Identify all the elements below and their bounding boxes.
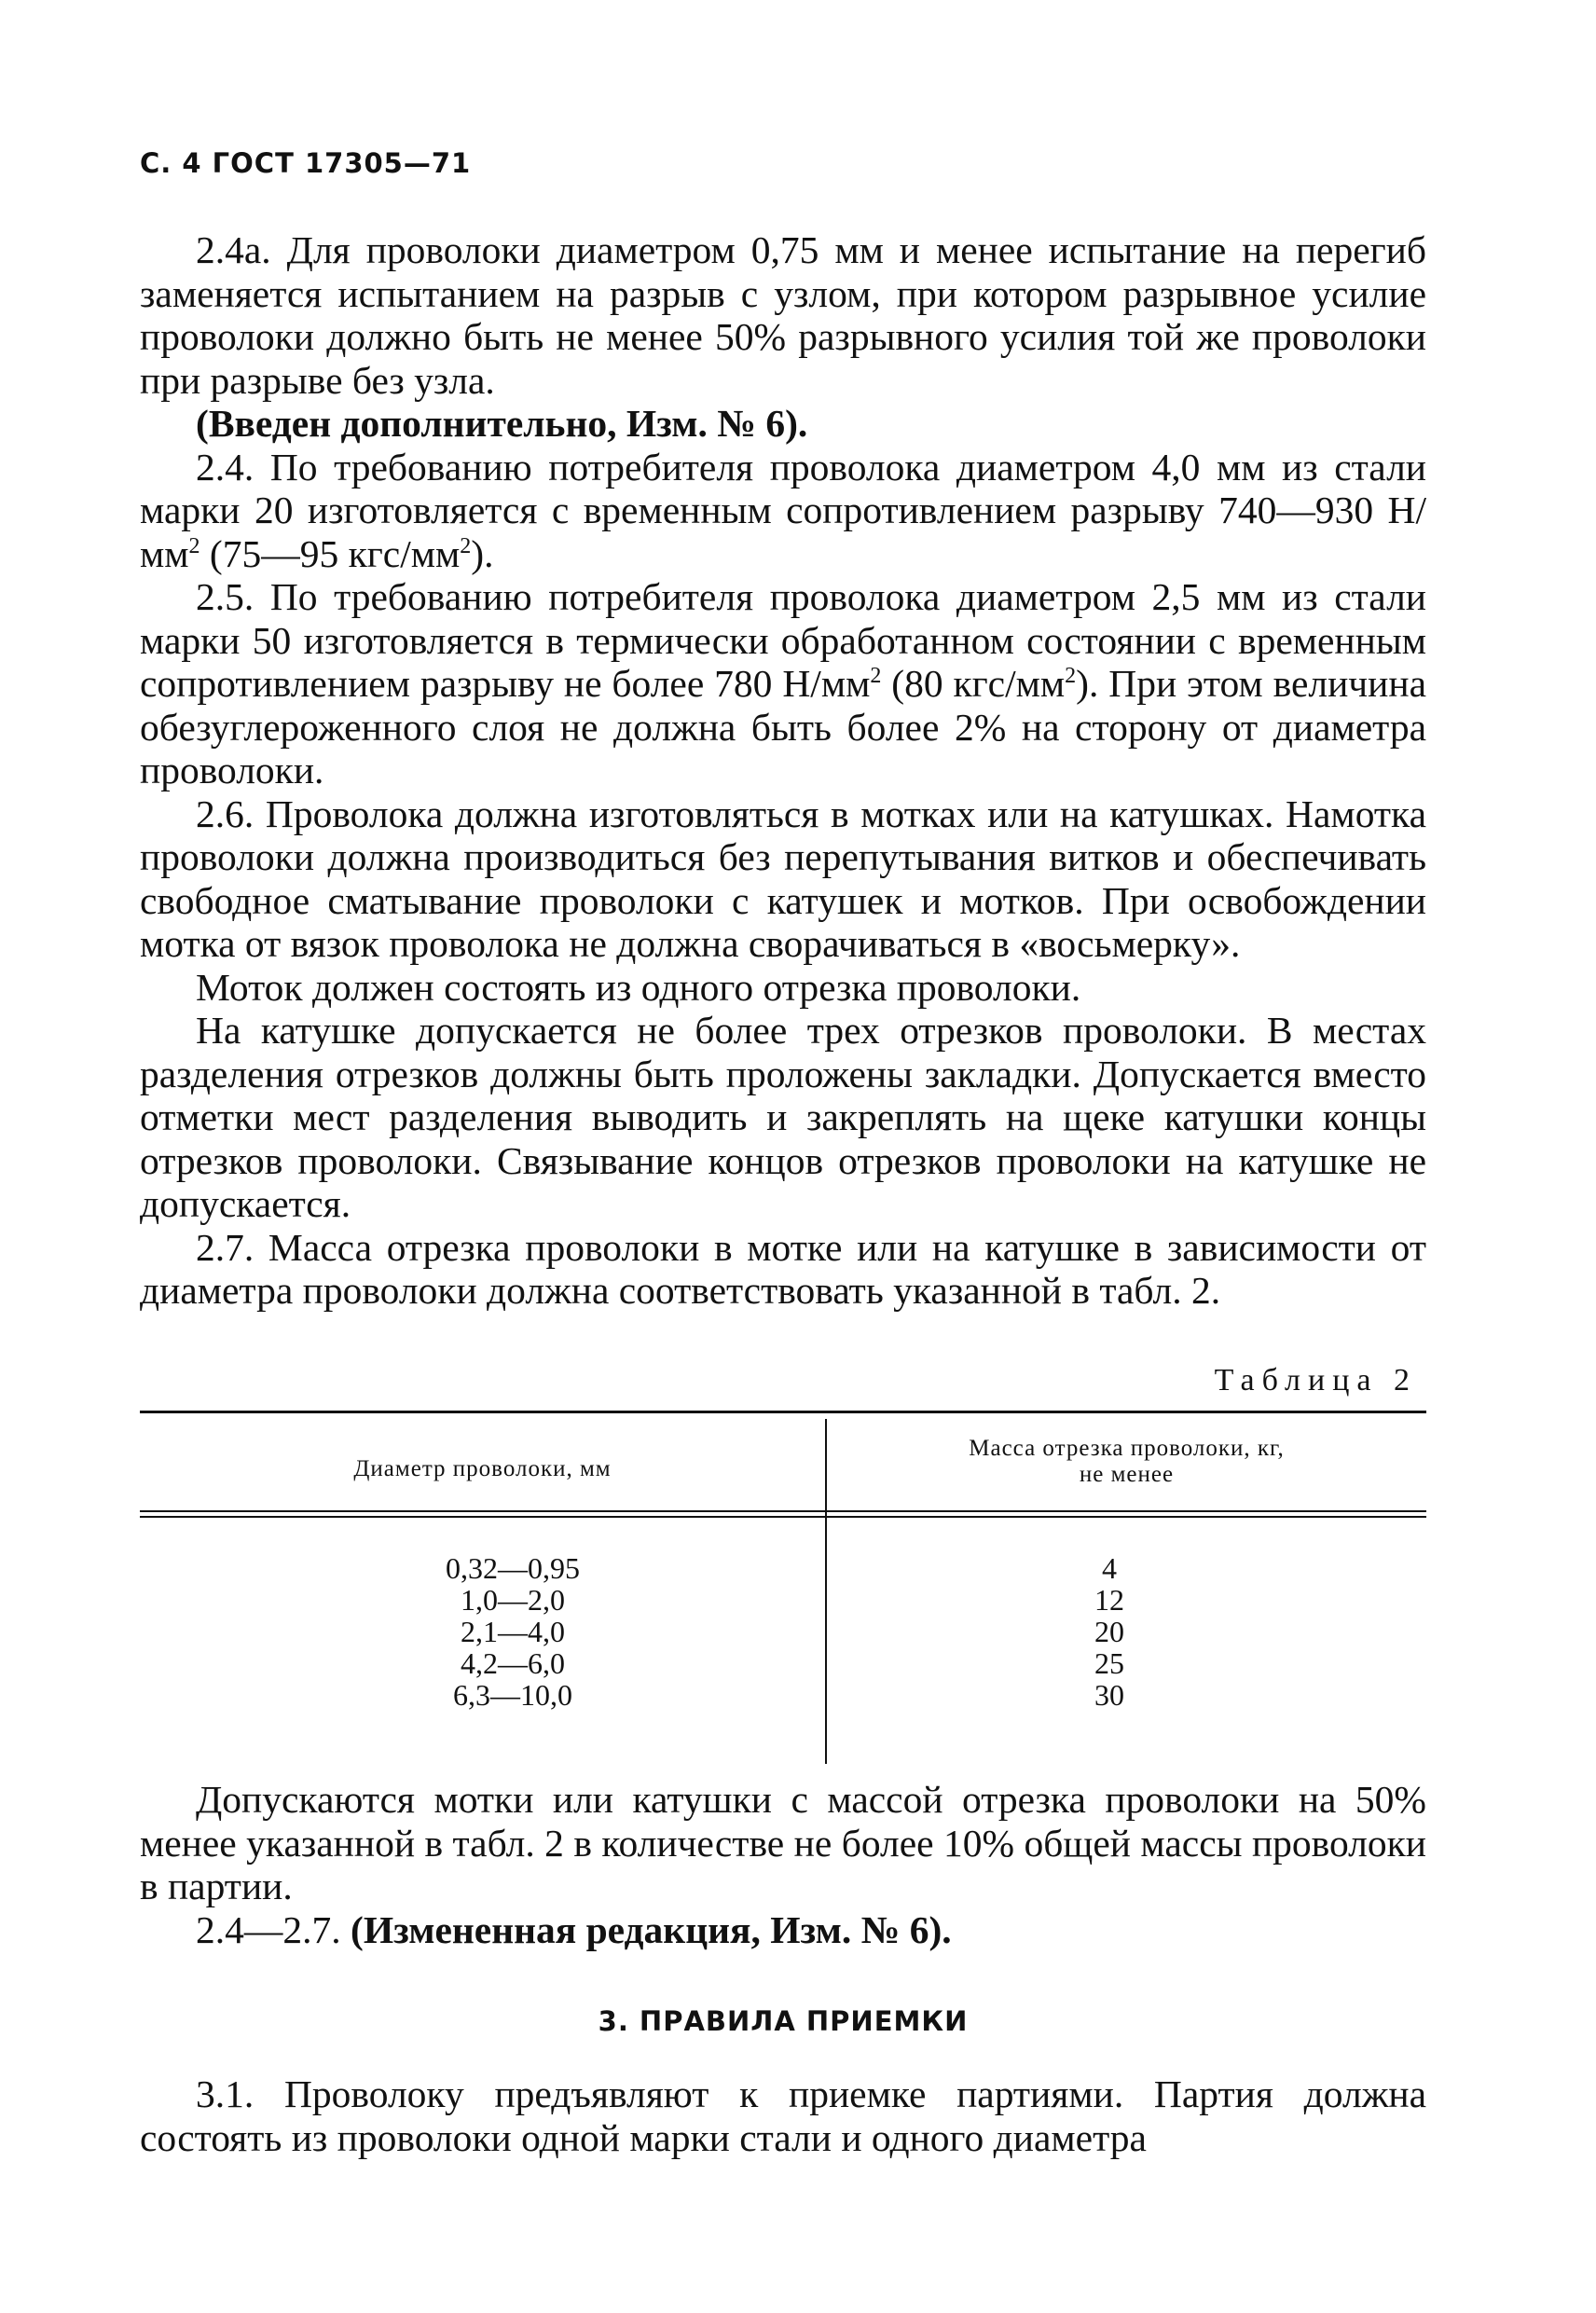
page-header: С. 4 ГОСТ 17305—71 xyxy=(140,147,472,179)
table-header-mass-line2: не менее xyxy=(1079,1462,1175,1487)
changed-edition-note: (Измененная редакция, Изм. № 6). xyxy=(351,1907,952,1951)
table-cell-diameter: 2,1—4,0 xyxy=(461,1615,565,1648)
paragraph-2-6: 2.6. Проволока должна изготовляться в мотках или на катушках. Намотка проволоки должна производиться без перепутывания витков и обеспечивать свободное сматывание проволоки с катушек и мотков. При освобождении мотка от вязок проволока не должна сворачиваться в «восьмерку». xyxy=(140,792,1426,965)
paragraph-changed-edition xyxy=(140,1908,1426,1952)
table-cell-diameter: 0,32—0,95 xyxy=(446,1551,580,1585)
paragraph-allowed-coils: Допускаются мотки или катушки с массой отрезка проволоки на 50% менее указанной в табл. 2 в количестве не более 10% общей массы проволоки в партии. xyxy=(140,1778,1426,1907)
table-header-mass xyxy=(827,1436,1426,1488)
changed-edition-number: 2.4—2.7. xyxy=(196,1907,351,1951)
superscript-2: 2 xyxy=(460,533,472,558)
table-header-diameter: Диаметр проволоки, мм xyxy=(353,1456,612,1481)
table-cell-diameter: 4,2—6,0 xyxy=(461,1646,565,1680)
text-block-after-table xyxy=(140,1778,1426,1951)
table-cell-mass: 20 xyxy=(1094,1615,1124,1648)
paragraph-2-4-text-b: (75—95 кгс/мм xyxy=(200,531,461,575)
superscript-2: 2 xyxy=(870,664,882,688)
table-cell-mass: 25 xyxy=(1094,1646,1124,1680)
table-cell-mass: 4 xyxy=(1102,1551,1117,1585)
text-block-section-2 xyxy=(140,228,1426,1313)
table-cell-diameter: 6,3—10,0 xyxy=(453,1678,572,1712)
text-block-section-3 xyxy=(140,2072,1426,2159)
paragraph-2-4 xyxy=(140,446,1426,576)
paragraph-2-5-text-c: ). При этом величина обезуглероженного слоя не должна быть более 2% на сторону от диаметра проволоки. xyxy=(140,662,1426,792)
paragraph-2-5-text-b: (80 кгс/мм xyxy=(881,662,1066,705)
paragraph-2-5 xyxy=(140,575,1426,792)
note-added-change-6: (Введен дополнительно, Изм. № 6). xyxy=(196,402,808,445)
superscript-2: 2 xyxy=(1065,664,1077,688)
table-header-rule-2 xyxy=(140,1516,1426,1518)
superscript-2: 2 xyxy=(188,533,200,558)
table-cell-mass: 12 xyxy=(1094,1583,1124,1617)
paragraph-3-1: 3.1. Проволоку предъявляют к приемке партиями. Партия должна состоять из проволоки одной марки стали и одного диаметра xyxy=(140,2072,1426,2159)
table-column-diameter xyxy=(401,1552,625,1711)
table-header-rule-1 xyxy=(140,1510,1426,1512)
table-top-rule xyxy=(140,1411,1426,1413)
paragraph-2-4-text-a: 2.4. По требованию потребителя проволока диаметром 4,0 мм из стали марки 20 изготовляется с временным сопротивлением разрыву 740—930 Н/мм xyxy=(140,445,1426,575)
table-cell-diameter: 1,0—2,0 xyxy=(461,1583,565,1617)
table-column-mass xyxy=(1063,1552,1156,1711)
section-title-acceptance-rules: 3. ПРАВИЛА ПРИЕМКИ xyxy=(598,2005,969,2037)
paragraph-2-7: 2.7. Масса отрезка проволоки в мотке или на катушке в зависимости от диаметра проволоки должна соответствовать указанной в табл. 2. xyxy=(140,1225,1426,1312)
paragraph-2-4-text-c: ). xyxy=(471,531,494,575)
table-caption: Таблица 2 xyxy=(1214,1363,1417,1397)
paragraph-2-4a: 2.4а. Для проволоки диаметром 0,75 мм и менее испытание на перегиб заменяется испытанием на разрыв с узлом, при котором разрывное усилие проволоки должно быть не менее 50% разрывного усилия той же проволоки при разрыве без узла. xyxy=(140,228,1426,402)
paragraph-2-5-text-a: 2.5. По требованию потребителя проволока диаметром 2,5 мм из стали марки 50 изготовляется в термически обработанном состоянии с временным сопротивлением разрыву не более 780 Н/мм xyxy=(140,575,1426,705)
paragraph-spool-pieces: На катушке допускается не более трех отрезков проволоки. В местах разделения отрезков должны быть проложены закладки. Допускается вместо отметки мест разделения выводить и закреплять на щеке катушки концы отрезков проволоки. Связывание концов отрезков проволоки на катушке не допускается. xyxy=(140,1009,1426,1225)
table-cell-mass: 30 xyxy=(1094,1678,1124,1712)
table-header-mass-line1: Масса отрезка проволоки, кг, xyxy=(969,1436,1285,1461)
paragraph-coil-single-piece: Моток должен состоять из одного отрезка проволоки. xyxy=(196,965,1081,1009)
